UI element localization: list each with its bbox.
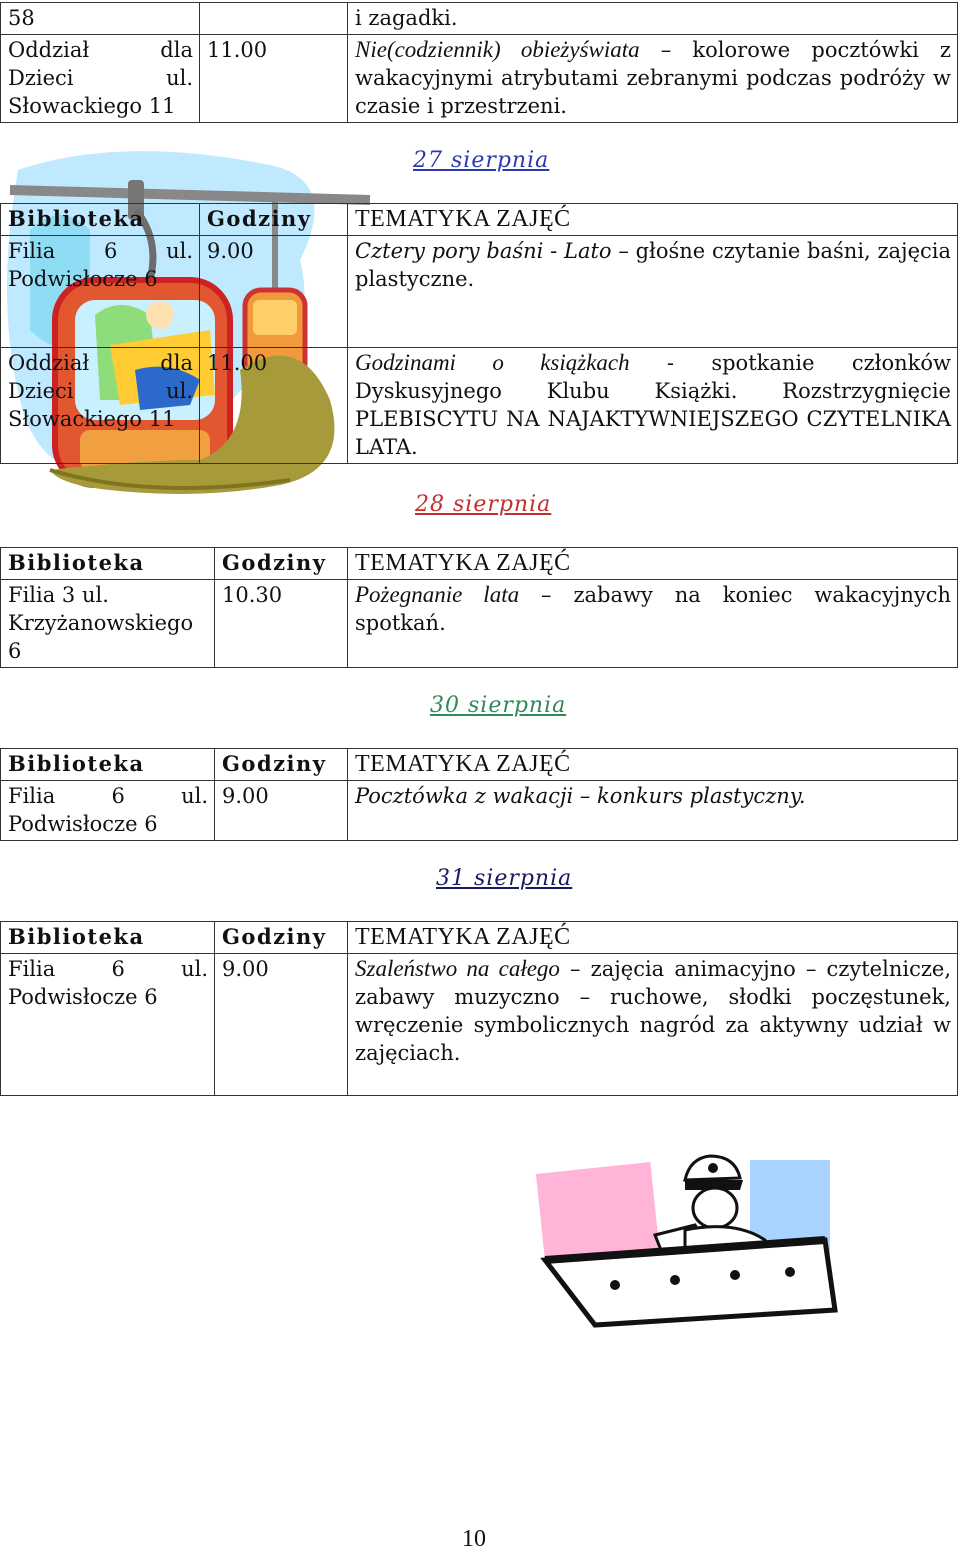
topic-cell (348, 781, 958, 841)
hours-cell (200, 3, 348, 35)
header-hours: Godziny (215, 749, 348, 781)
header-hours: Godziny (200, 204, 348, 236)
table-header (1, 749, 958, 781)
topic-title: Pocztówka z wakacji – konkurs plastyczny. (355, 784, 806, 808)
schedule-table-30 (0, 748, 958, 841)
hours-cell: 9.00 (200, 236, 348, 348)
hours-cell: 9.00 (215, 781, 348, 841)
table-row (1, 781, 958, 841)
header-topic: TEMATYKA ZAJĘĆ (348, 749, 958, 781)
header-library: Biblioteka (1, 749, 215, 781)
table-row (1, 3, 958, 35)
topic-text: – zajęcia animacyjno – czytelnicze, zabawy muzyczno – ruchowe, słodki poczęstunek, wręczenie symbolicznych nagród za aktywny udział w zajęciach. (355, 957, 951, 1065)
header-library: Biblioteka (1, 922, 215, 954)
table-row (1, 35, 958, 123)
topic-text: - spotkanie członków Dyskusyjnego Klubu Książki. Rozstrzygnięcie PLEBISCYTU NA NAJAKTYWNIEJSZEGO CZYTELNIKA LATA. (355, 351, 951, 459)
date-heading-30: 30 sierpnia (430, 693, 567, 718)
header-hours: Godziny (215, 922, 348, 954)
topic-text: – zabawy na koniec wakacyjnych spotkań. (355, 583, 951, 635)
header-topic: TEMATYKA ZAJĘĆ (348, 204, 958, 236)
table-header (1, 922, 958, 954)
date-heading-27: 27 sierpnia (413, 148, 550, 173)
hours-cell: 11.00 (200, 35, 348, 123)
topic-title: Godzinami o książkach (355, 350, 630, 375)
schedule-table-27 (0, 203, 958, 464)
header-library: Biblioteka (1, 204, 200, 236)
library-cell: Oddział dla Dzieci ul. Słowackiego 11 (1, 35, 200, 123)
library-cell: Filia 3 ul. Krzyżanowskiego 6 (1, 580, 215, 668)
topic-title: Nie(codziennik) obieżyświata (355, 37, 640, 62)
header-library: Biblioteka (1, 548, 215, 580)
date-heading-28: 28 sierpnia (415, 492, 552, 517)
hours-cell: 10.30 (215, 580, 348, 668)
date-heading-31: 31 sierpnia (436, 866, 573, 891)
hours-cell: 11.00 (200, 348, 348, 464)
schedule-table-28 (0, 547, 958, 668)
header-hours: Godziny (215, 548, 348, 580)
topic-text: – głośne czytanie baśni, zajęcia plastyczne. (355, 239, 951, 291)
table-row (1, 348, 958, 464)
library-cell: Filia 6 ul. Podwisłocze 6 (1, 781, 215, 841)
top-table (0, 2, 958, 123)
topic-cell (348, 580, 958, 668)
topic-title: Pożegnanie lata (355, 582, 520, 607)
table-row (1, 954, 958, 1096)
topic-title: Szaleństwo na całego (355, 956, 560, 981)
table-header (1, 548, 958, 580)
library-cell: 58 (1, 3, 200, 35)
table-row (1, 236, 958, 348)
header-topic: TEMATYKA ZAJĘĆ (348, 922, 958, 954)
topic-text: – kolorowe pocztówki z wakacyjnymi atrybutami zebranymi podczas podróży w czasie i przestrzeni. (355, 38, 951, 118)
topic-cell (348, 236, 958, 348)
hours-cell: 9.00 (215, 954, 348, 1096)
topic-cell (348, 954, 958, 1096)
table-header (1, 204, 958, 236)
library-cell: Filia 6 ul. Podwisłocze 6 (1, 236, 200, 348)
topic-cell (348, 348, 958, 464)
header-topic: TEMATYKA ZAJĘĆ (348, 548, 958, 580)
topic-title: Cztery pory baśni - Lato (355, 239, 612, 263)
topic-cell: i zagadki. (348, 3, 958, 35)
table-row (1, 580, 958, 668)
page-number: 10 (462, 1526, 486, 1552)
sailor-boat-clipart (535, 1140, 845, 1340)
topic-cell (348, 35, 958, 123)
library-cell: Filia 6 ul. Podwisłocze 6 (1, 954, 215, 1096)
schedule-table-31 (0, 921, 958, 1096)
library-cell: Oddział dla Dzieci ul. Słowackiego 11 (1, 348, 200, 464)
